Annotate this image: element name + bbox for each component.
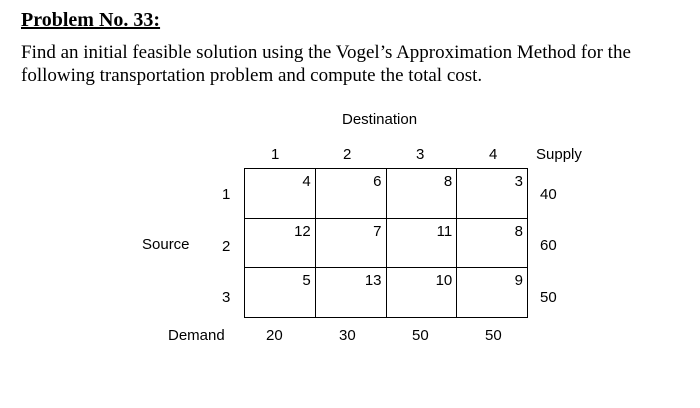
problem-heading: Problem No. 33:	[21, 9, 161, 31]
cost-value: 4	[302, 173, 311, 190]
cost-cell	[457, 268, 528, 318]
supply-label: Supply	[536, 146, 582, 163]
cost-table	[244, 168, 528, 318]
cost-value: 11	[436, 222, 453, 240]
cost-value: 9	[514, 272, 523, 290]
cost-cell	[245, 268, 316, 318]
cost-cell	[387, 268, 458, 318]
destination-header-1: 1	[271, 146, 280, 163]
supply-value-3: 50	[540, 289, 557, 306]
problem-statement: Find an initial feasible solution using the Vogel’s Approximation Method for the following transportation problem and compute the total cost.	[21, 42, 631, 86]
destination-header-2: 2	[343, 146, 352, 163]
cost-value: 10	[435, 272, 453, 290]
demand-label: Demand	[168, 327, 225, 344]
source-header-1: 1	[222, 186, 231, 203]
supply-value-2: 60	[540, 237, 557, 254]
cost-cell	[245, 219, 316, 269]
cost-value: 8	[514, 222, 523, 240]
source-header-2: 2	[222, 238, 231, 255]
demand-value-1: 20	[266, 327, 283, 344]
supply-value-1: 40	[540, 186, 557, 203]
cost-cell	[316, 169, 387, 219]
source-label: Source	[142, 236, 190, 253]
cost-value: 7	[373, 222, 382, 240]
cost-cell	[387, 219, 458, 269]
cost-cell	[316, 268, 387, 318]
cost-cell	[457, 169, 528, 219]
cost-cell	[387, 169, 458, 219]
cost-value: 5	[302, 272, 311, 290]
cost-cell	[316, 219, 387, 269]
source-header-3: 3	[222, 289, 231, 306]
cost-value: 12	[294, 222, 311, 240]
cost-cell	[245, 169, 316, 219]
cost-value: 6	[373, 173, 382, 190]
destination-header-4: 4	[489, 146, 498, 163]
cost-value: 3	[514, 173, 523, 190]
cost-value: 13	[364, 272, 382, 290]
demand-value-4: 50	[485, 327, 502, 344]
cost-cell	[457, 219, 528, 269]
destination-label: Destination	[342, 111, 418, 128]
cost-value: 8	[443, 173, 453, 190]
destination-header-3: 3	[416, 146, 425, 163]
demand-value-3: 50	[412, 327, 429, 344]
demand-value-2: 30	[339, 327, 356, 344]
